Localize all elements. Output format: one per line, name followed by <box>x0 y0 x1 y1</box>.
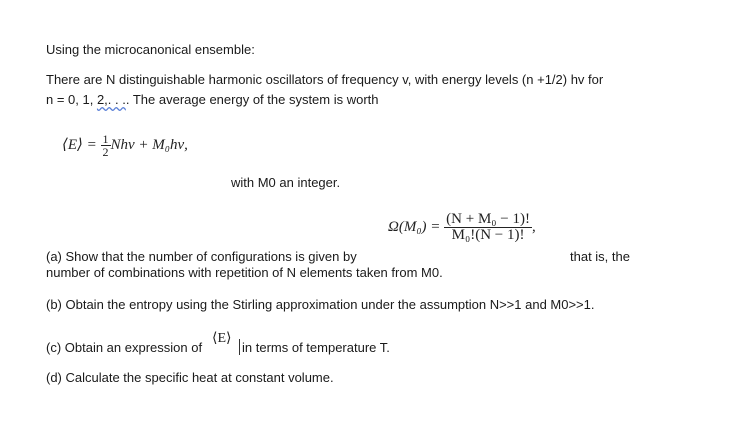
description-line-2-end: . The average energy of the system is worth <box>125 92 379 107</box>
text-cursor <box>239 339 240 355</box>
m0-note: with M0 an integer. <box>231 175 341 190</box>
part-a-tail: that is, the <box>570 249 630 264</box>
energy-equation-lhs: ⟨E⟩ = <box>62 136 97 153</box>
energy-fraction-denominator: 2 <box>102 145 109 159</box>
part-c-energy-symbol: ⟨E⟩ <box>212 331 232 346</box>
part-c-text-end: in terms of temperature T. <box>242 340 390 355</box>
energy-equation <box>62 133 188 158</box>
description-line-2-start: n = 0, 1, <box>46 92 97 107</box>
energy-fraction-numerator: 1 <box>102 132 109 146</box>
part-c-text: (c) Obtain an expression of <box>46 340 203 355</box>
omega-equation-lhs: Ω(M₀) = <box>388 218 441 235</box>
part-d-text: (d) Calculate the specific heat at constant volume. <box>46 370 334 385</box>
omega-equation-fraction <box>444 212 532 243</box>
part-a-line-2: number of combinations with repetition of N elements taken from M0. <box>46 265 443 280</box>
energy-equation-fraction <box>101 133 111 158</box>
spellcheck-underlined-text: 2,. . . <box>96 92 126 107</box>
part-b-text: (b) Obtain the entropy using the Stirling approximation under the assumption N>>1 and M0>>1. <box>46 297 595 312</box>
part-a-text: (a) Show that the number of configurations is given by <box>46 249 357 264</box>
description-line-1: There are N distinguishable harmonic oscillators of frequency v, with energy levels (n +1/2) hv for <box>46 72 604 87</box>
omega-equation <box>388 212 536 243</box>
omega-equation-comma: , <box>531 218 536 235</box>
omega-fraction-denominator: M₀!(N − 1)! <box>444 227 532 243</box>
intro-text: Using the microcanonical ensemble: <box>46 42 255 57</box>
description-line-2 <box>46 92 379 108</box>
omega-fraction-numerator: (N + M₀ − 1)! <box>446 211 530 227</box>
energy-equation-rhs: Nhν + M₀hν, <box>110 136 188 153</box>
